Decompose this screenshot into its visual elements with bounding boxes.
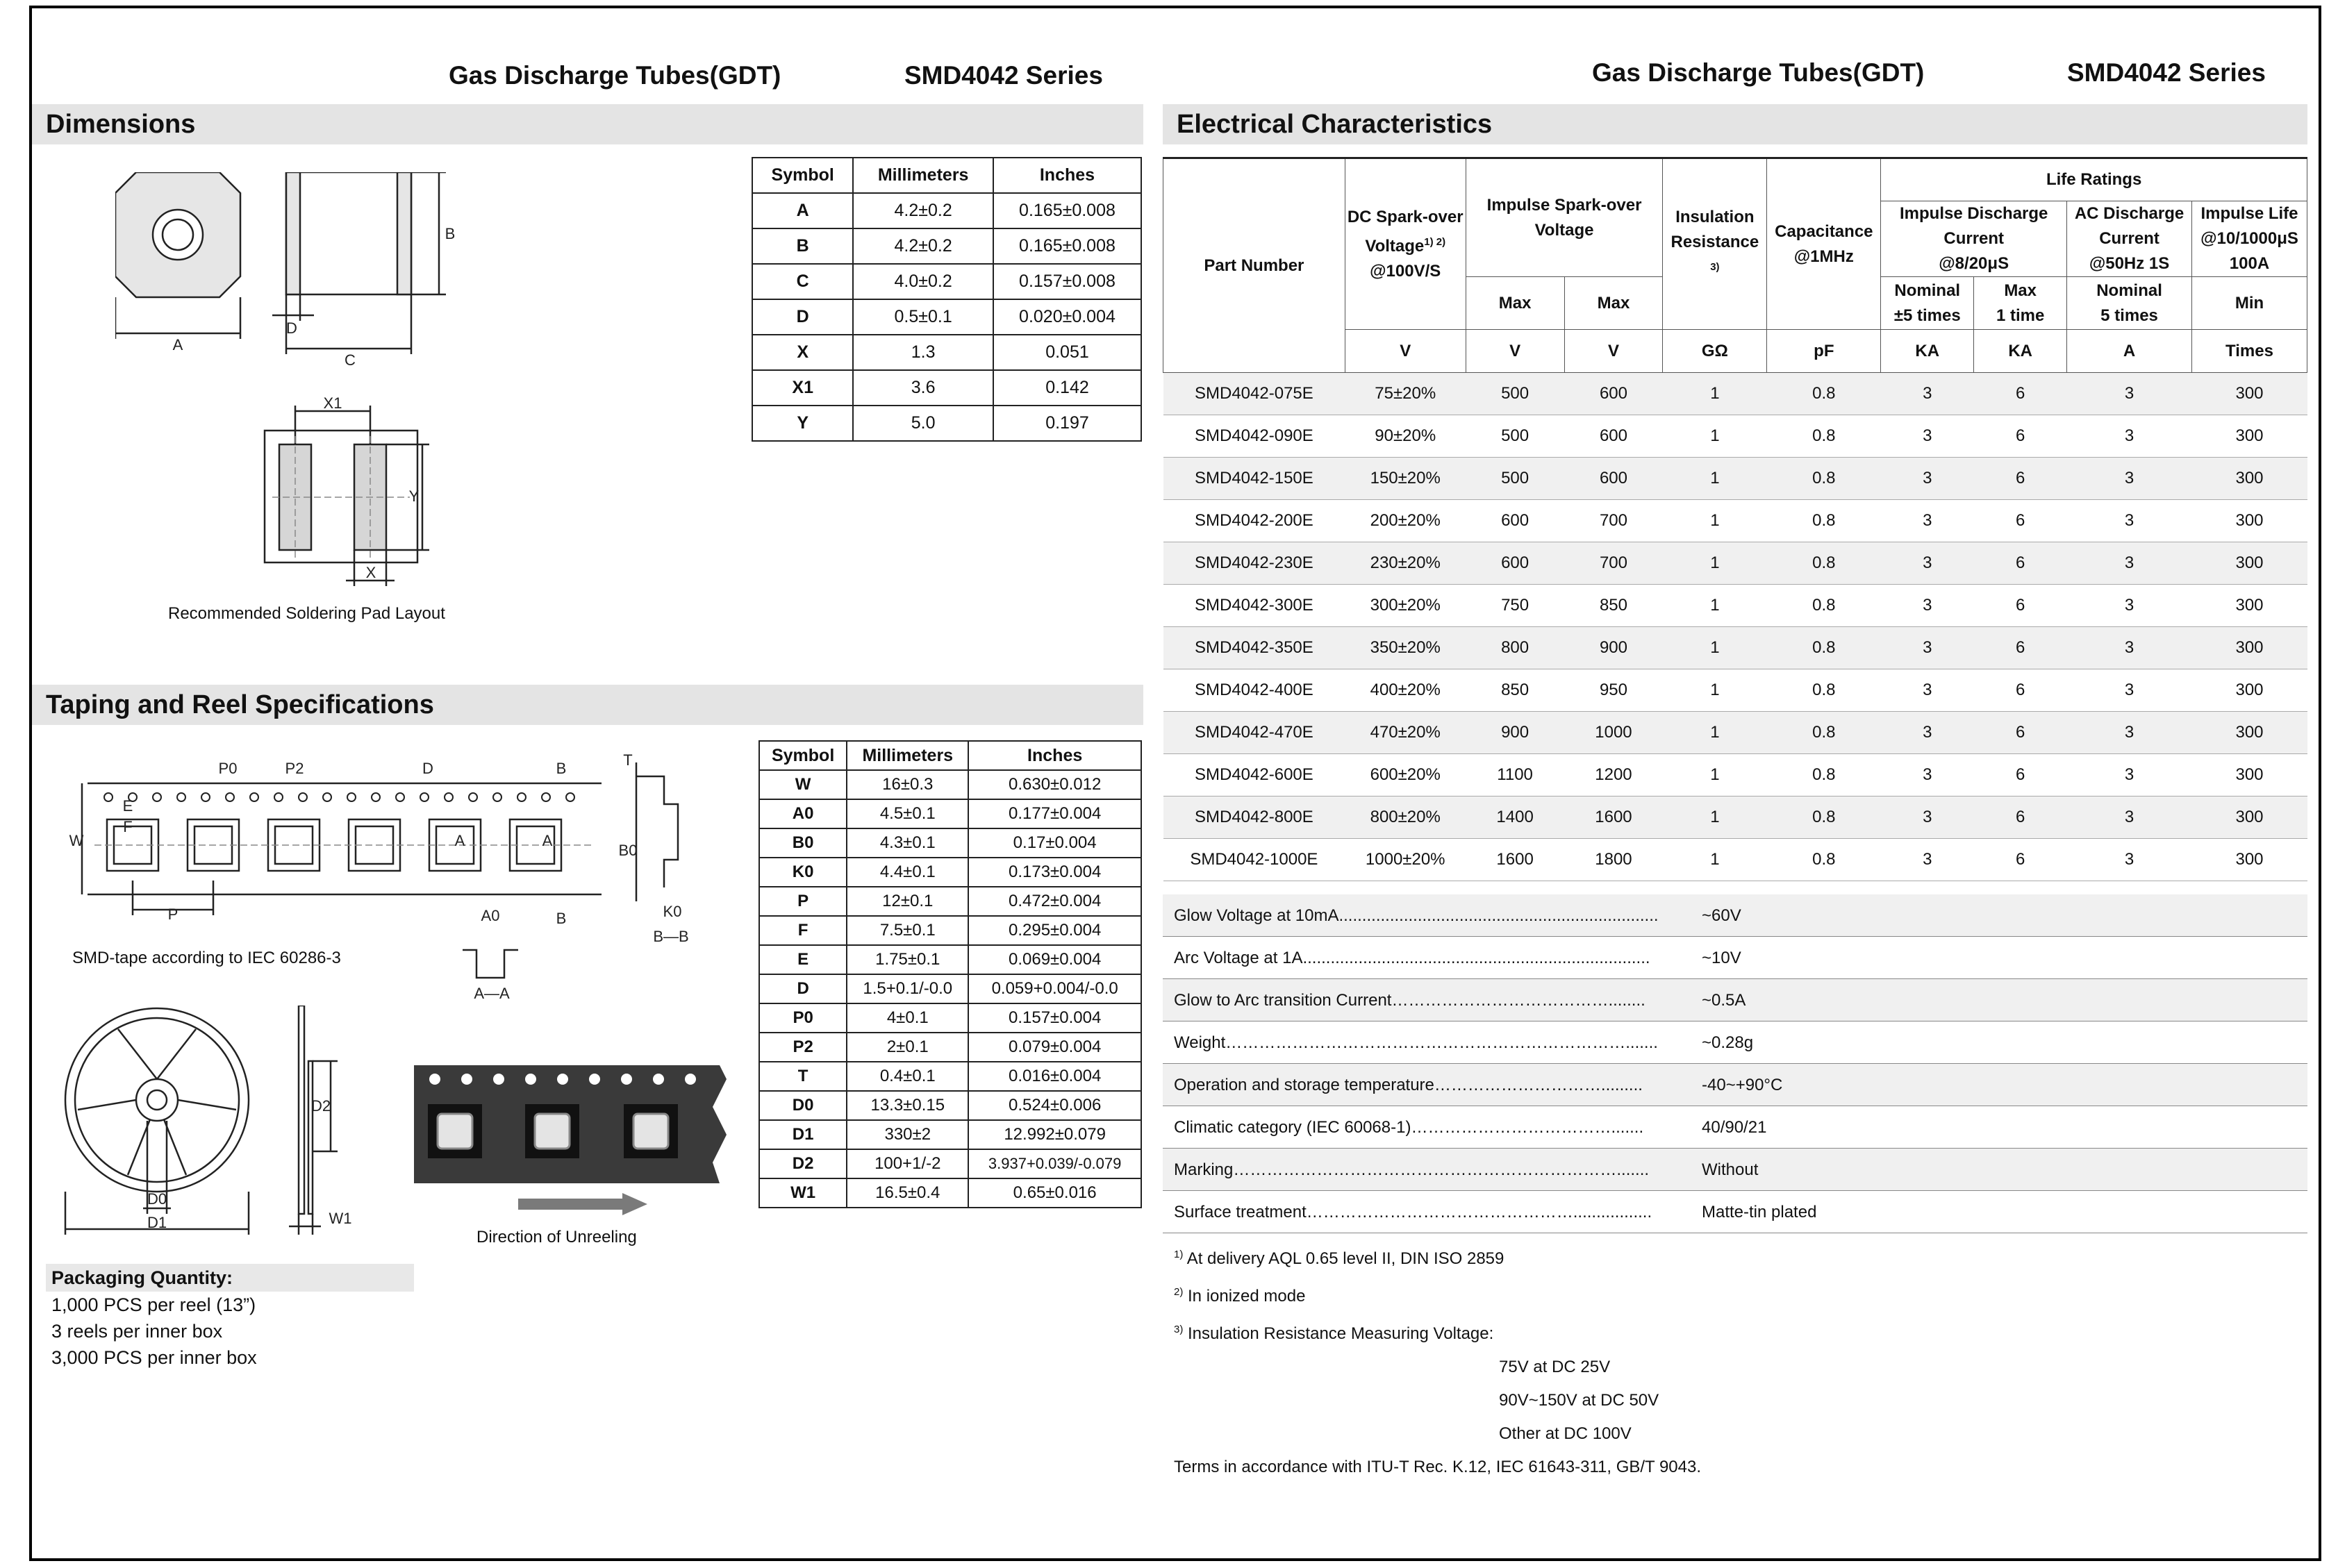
- part-row: SMD4042-800E 800±20% 1400 1600 1 0.8 3 6 3 300: [1163, 796, 2307, 839]
- spec-label: Surface treatment………………………………………….................: [1174, 1203, 1652, 1221]
- dim-label-y: Y: [408, 487, 420, 505]
- table-row: D 0.5±0.1 0.020±0.004: [752, 299, 1141, 335]
- table-row: W1 16.5±0.4 0.65±0.016: [759, 1178, 1141, 1208]
- table-row: B0 4.3±0.1 0.17±0.004: [759, 828, 1141, 858]
- tape-label-bb: B—B: [653, 928, 689, 945]
- col-capacitance: Capacitance @1MHz: [1767, 158, 1881, 330]
- tape-label-p2: P2: [285, 760, 304, 777]
- footnote: $^{1)}$ At delivery AQL 0.65 level II, DIN ISO 2859: [1174, 1249, 1504, 1268]
- col-impulse-life: Impulse Life @10/1000μS 100A: [2191, 201, 2307, 277]
- terms-note: Terms in accordance with ITU-T Rec. K.12, IEC 61643-311, GB/T 9043.: [1174, 1458, 1702, 1476]
- table-row: K0 4.4±0.1 0.173±0.004: [759, 858, 1141, 887]
- part-row: SMD4042-200E 200±20% 600 700 1 0.8 3 6 3 300: [1163, 500, 2307, 542]
- tape-label-b-bottom: B: [556, 910, 567, 927]
- col-part-number: Part Number: [1163, 158, 1345, 373]
- spec-value: -40~+90°C: [1702, 1076, 1783, 1094]
- part-row: SMD4042-075E 75±20% 500 600 1 0.8 3 6 3 300: [1163, 373, 2307, 415]
- tape-illustration: [407, 1065, 733, 1197]
- table-row: D 1.5+0.1/-0.0 0.059+0.004/-0.0: [759, 974, 1141, 1003]
- table-row: A0 4.5±0.1 0.177±0.004: [759, 799, 1141, 828]
- part-row: SMD4042-150E 150±20% 500 600 1 0.8 3 6 3 300: [1163, 458, 2307, 500]
- dimensions-heading: Dimensions: [32, 104, 1143, 144]
- table-row: E 1.75±0.1 0.069±0.004: [759, 945, 1141, 974]
- table-header: [1163, 158, 2307, 373]
- electrical-table: [1163, 157, 2307, 881]
- reel-label-d2: D2: [310, 1097, 331, 1115]
- unreel-arrow-icon: [518, 1193, 647, 1215]
- spec-value: Matte-tin plated: [1702, 1203, 1817, 1221]
- part-row: SMD4042-230E 230±20% 600 700 1 0.8 3 6 3 300: [1163, 542, 2307, 585]
- reel-label-d1: D1: [147, 1214, 167, 1231]
- taping-heading: Taping and Reel Specifications: [32, 685, 1143, 725]
- packaging-quantity: [46, 1264, 414, 1371]
- dimensions-table: [752, 157, 1142, 442]
- tape-label-aa: A—A: [474, 985, 510, 1002]
- spec-value: ~60V: [1702, 906, 1741, 925]
- page-title: Gas Discharge Tubes(GDT): [1592, 58, 1925, 87]
- table-row: W 16±0.3 0.630±0.012: [759, 770, 1141, 799]
- spec-row: [1163, 1191, 2307, 1233]
- table-row: B 4.2±0.2 0.165±0.008: [752, 228, 1141, 264]
- col-symbol: Symbol: [759, 741, 847, 770]
- tape-label-b-top: B: [556, 760, 567, 777]
- col-nominal-5-times: Nominal 5 times: [2067, 277, 2192, 330]
- spec-value: Without: [1702, 1160, 1759, 1179]
- spec-label: Weight……………………………………………………………….......: [1174, 1033, 1658, 1052]
- measure-voltage: 75V at DC 25V: [1499, 1358, 1611, 1376]
- left-page: [32, 6, 1143, 1561]
- spec-row: [1163, 1064, 2307, 1106]
- table-row: X 1.3 0.051: [752, 335, 1141, 370]
- spec-value: ~10V: [1702, 949, 1741, 967]
- measure-voltage: Other at DC 100V: [1499, 1424, 1632, 1443]
- dim-label-a: A: [172, 336, 183, 353]
- tape-table: [758, 740, 1142, 1208]
- series-title: SMD4042 Series: [904, 61, 1103, 90]
- table-row: D2 100+1/-2 3.937+0.039/-0.079: [759, 1149, 1141, 1178]
- part-row: SMD4042-470E 470±20% 900 1000 1 0.8 3 6 3 300: [1163, 712, 2307, 754]
- series-title: SMD4042 Series: [2067, 58, 2266, 87]
- col-life-ratings: Life Ratings: [1881, 158, 2307, 201]
- component-drawing: [115, 172, 560, 631]
- part-row: SMD4042-350E 350±20% 800 900 1 0.8 3 6 3 300: [1163, 627, 2307, 669]
- part-row: SMD4042-400E 400±20% 850 950 1 0.8 3 6 3 300: [1163, 669, 2307, 712]
- unreel-caption: Direction of Unreeling: [476, 1228, 637, 1246]
- right-page: [1153, 6, 2320, 1561]
- spec-value: 40/90/21: [1702, 1118, 1767, 1137]
- reel-drawing: [46, 1006, 372, 1242]
- spec-row: [1163, 937, 2307, 979]
- tape-caption: SMD-tape according to IEC 60286-3: [72, 949, 341, 967]
- col-max: Max: [1466, 277, 1564, 330]
- packaging-heading: Packaging Quantity:: [46, 1264, 414, 1292]
- dim-label-x1: X1: [323, 394, 342, 412]
- table-row: Y 5.0 0.197: [752, 406, 1141, 441]
- part-row: SMD4042-1000E 1000±20% 1600 1800 1 0.8 3 6 3 300: [1163, 839, 2307, 881]
- col-ac-discharge: AC Discharge Current @50Hz 1S: [2067, 201, 2192, 277]
- tape-label-a0: A0: [481, 907, 500, 924]
- col-min: Min: [2191, 277, 2307, 330]
- spec-row: [1163, 1149, 2307, 1191]
- part-row: SMD4042-090E 90±20% 500 600 1 0.8 3 6 3 300: [1163, 415, 2307, 458]
- footnote: $^{3)}$ Insulation Resistance Measuring Voltage:: [1174, 1324, 1494, 1343]
- table-row: P0 4±0.1 0.157±0.004: [759, 1003, 1141, 1033]
- reel-label-d0: D0: [147, 1190, 167, 1208]
- tape-label-d: D: [422, 760, 433, 777]
- col-max: Max: [1564, 277, 1663, 330]
- dim-label-d: D: [286, 319, 297, 337]
- reel-label-w1: W1: [329, 1210, 352, 1227]
- page-title: Gas Discharge Tubes(GDT): [449, 61, 781, 90]
- table-row: A 4.2±0.2 0.165±0.008: [752, 193, 1141, 228]
- tape-label-a1: A: [454, 832, 465, 849]
- tape-label-p0: P0: [218, 760, 238, 777]
- spec-value: ~0.28g: [1702, 1033, 1754, 1052]
- spec-label: Marking…………………………………………………………….......: [1174, 1160, 1650, 1179]
- col-dc-spark-over: DC Spark-over Voltage$^{1) 2)}$ @100V/S: [1345, 158, 1466, 330]
- spec-label: Glow Voltage at 10mA.....................................................................: [1174, 906, 1659, 925]
- tape-label-p: P: [167, 906, 179, 923]
- col-inches: Inches: [968, 741, 1141, 770]
- units-row: V V V GΩ pF KA KA A Times: [1163, 330, 2307, 373]
- footnote: $^{2)}$ In ionized mode: [1174, 1286, 1306, 1306]
- col-impulse-discharge: Impulse Discharge Current @8/20μS: [1881, 201, 2067, 277]
- packaging-line: 3 reels per inner box: [51, 1321, 223, 1342]
- tape-label-a2: A: [542, 832, 553, 849]
- measure-voltage: 90V~150V at DC 50V: [1499, 1391, 1659, 1410]
- tape-label-e: E: [122, 797, 133, 815]
- specification-list: [1163, 894, 2307, 1233]
- spec-label: Climatic category (IEC 60068-1)……………………………….......: [1174, 1118, 1644, 1137]
- packaging-line: 1,000 PCS per reel (13”): [51, 1294, 256, 1315]
- col-millimeters: Millimeters: [853, 158, 993, 193]
- tape-label-b0: B0: [618, 842, 638, 859]
- part-row: SMD4042-600E 600±20% 1100 1200 1 0.8 3 6 3 300: [1163, 754, 2307, 796]
- col-symbol: Symbol: [752, 158, 853, 193]
- col-impulse-spark-over: Impulse Spark-over Voltage: [1466, 158, 1663, 277]
- tape-label-t: T: [623, 751, 633, 769]
- col-millimeters: Millimeters: [847, 741, 968, 770]
- col-insulation-resistance: Insulation Resistance $^{3)}$: [1663, 158, 1767, 330]
- table-row: P2 2±0.1 0.079±0.004: [759, 1033, 1141, 1062]
- dim-label-x: X: [365, 564, 376, 581]
- col-inches: Inches: [993, 158, 1141, 193]
- spec-row: [1163, 894, 2307, 937]
- spec-label: Operation and storage temperature………………………….........: [1174, 1076, 1643, 1094]
- packaging-line: 3,000 PCS per inner box: [51, 1347, 257, 1368]
- footnotes: [1174, 1238, 1701, 1484]
- table-row: T 0.4±0.1 0.016±0.004: [759, 1062, 1141, 1091]
- spec-row: [1163, 979, 2307, 1021]
- pad-layout-caption: Recommended Soldering Pad Layout: [168, 604, 445, 623]
- tape-label-w: W: [69, 832, 84, 849]
- part-row: SMD4042-300E 300±20% 750 850 1 0.8 3 6 3 300: [1163, 585, 2307, 627]
- col-nominal: Nominal ±5 times: [1881, 277, 1974, 330]
- dim-label-c: C: [345, 351, 356, 369]
- col-max-1-time: Max 1 time: [1974, 277, 2067, 330]
- electrical-table-body: [1163, 373, 2307, 881]
- table-row: D1 330±2 12.992±0.079: [759, 1120, 1141, 1149]
- electrical-heading: Electrical Characteristics: [1163, 104, 2307, 144]
- tape-table-body: [759, 770, 1141, 1208]
- tape-label-k0: K0: [663, 903, 682, 920]
- spec-label: Glow to Arc transition Current…………………………………........: [1174, 991, 1645, 1010]
- table-row: X1 3.6 0.142: [752, 370, 1141, 406]
- spec-label: Arc Voltage at 1A...........................................................................: [1174, 949, 1650, 967]
- table-row: C 4.0±0.2 0.157±0.008: [752, 264, 1141, 299]
- tape-label-f: F: [123, 818, 133, 835]
- dim-label-b: B: [445, 225, 456, 242]
- table-row: P 12±0.1 0.472±0.004: [759, 887, 1141, 916]
- table-row: F 7.5±0.1 0.295±0.004: [759, 916, 1141, 945]
- spec-row: [1163, 1106, 2307, 1149]
- spec-row: [1163, 1021, 2307, 1064]
- spec-value: ~0.5A: [1702, 991, 1746, 1010]
- table-row: D0 13.3±0.15 0.524±0.006: [759, 1091, 1141, 1120]
